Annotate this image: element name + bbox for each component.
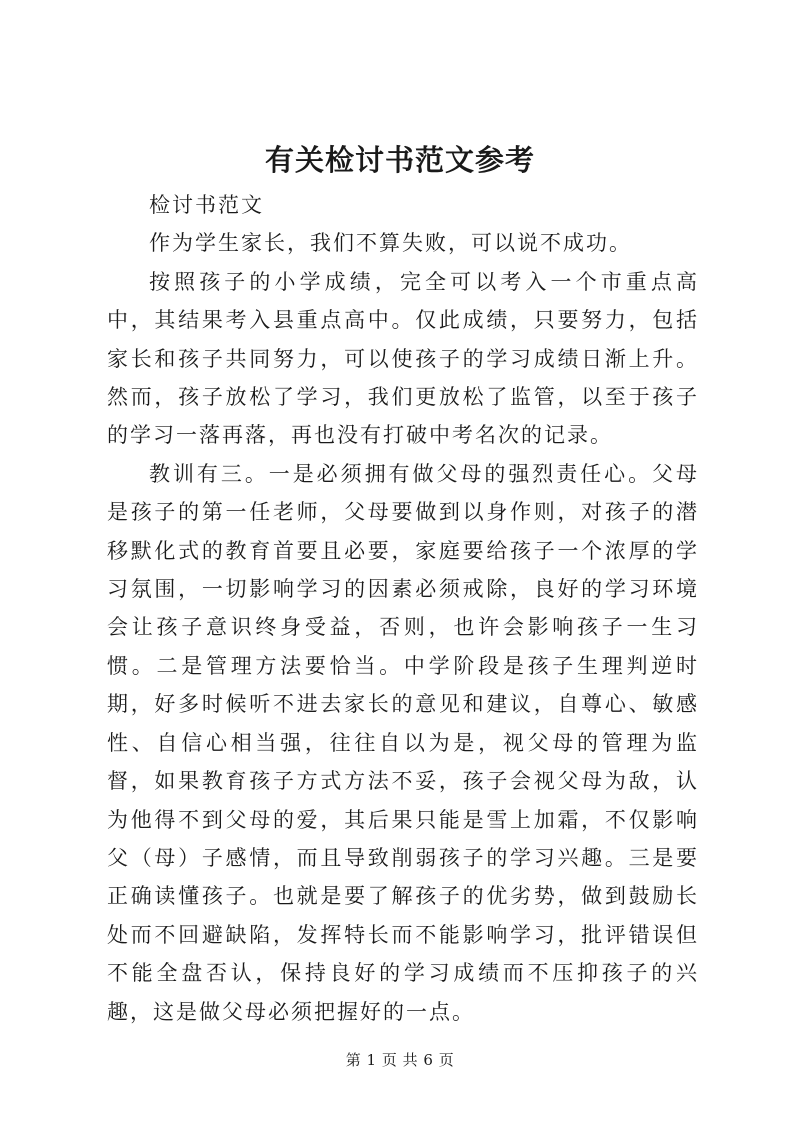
page-number-footer: 第 1 页 共 6 页 bbox=[345, 1051, 455, 1069]
paragraph-lessons: 教训有三。一是必须拥有做父母的强烈责任心。父母是孩子的第一任老师，父母要做到以身作则，对孩子的潜移默化式的教育首要且必要，家庭要给孩子一个浓厚的学习氛围，一切影响学习的因素必须戒除，良好的学习环境会让孩子意识终身受益，否则，也许会影响孩子一生习惯。二是管理方法要恰当。中学阶段是孩子生理判逆时期，好多时候听不进去家长的意见和建议，自尊心、敏感性、自信心相当强，往往自以为是，视父母的管理为监督，如果教育孩子方式方法不妥，孩子会视父母为敌，认为他得不到父母的爱，其后果只能是雪上加霜，不仅影响父（母）子感情，而且导致削弱孩子的学习兴趣。三是要正确读懂孩子。也就是要了解孩子的优劣势，做到鼓励长处而不回避缺陷，发挥特长而不能影响学习，批评错误但不能全盘否认，保持良好的学习成绩而不压抑孩子的兴趣，这是做父母必须把握好的一点。 bbox=[107, 461, 699, 1024]
paragraph-background: 按照孩子的小学成绩，完全可以考入一个市重点高中，其结果考入县重点高中。仅此成绩，只要努力，包括家长和孩子共同努力，可以使孩子的学习成绩日渐上升。然而，孩子放松了学习，我们更放松了监管，以至于孩子的学习一落再落，再也没有打破中考名次的记录。 bbox=[107, 269, 699, 448]
paragraph-heading: 检讨书范文 bbox=[149, 193, 264, 217]
document-title: 有关检讨书范文参考 bbox=[264, 143, 535, 177]
paragraph-intro: 作为学生家长，我们不算失败，可以说不成功。 bbox=[149, 231, 632, 256]
document-body bbox=[107, 186, 699, 1031]
